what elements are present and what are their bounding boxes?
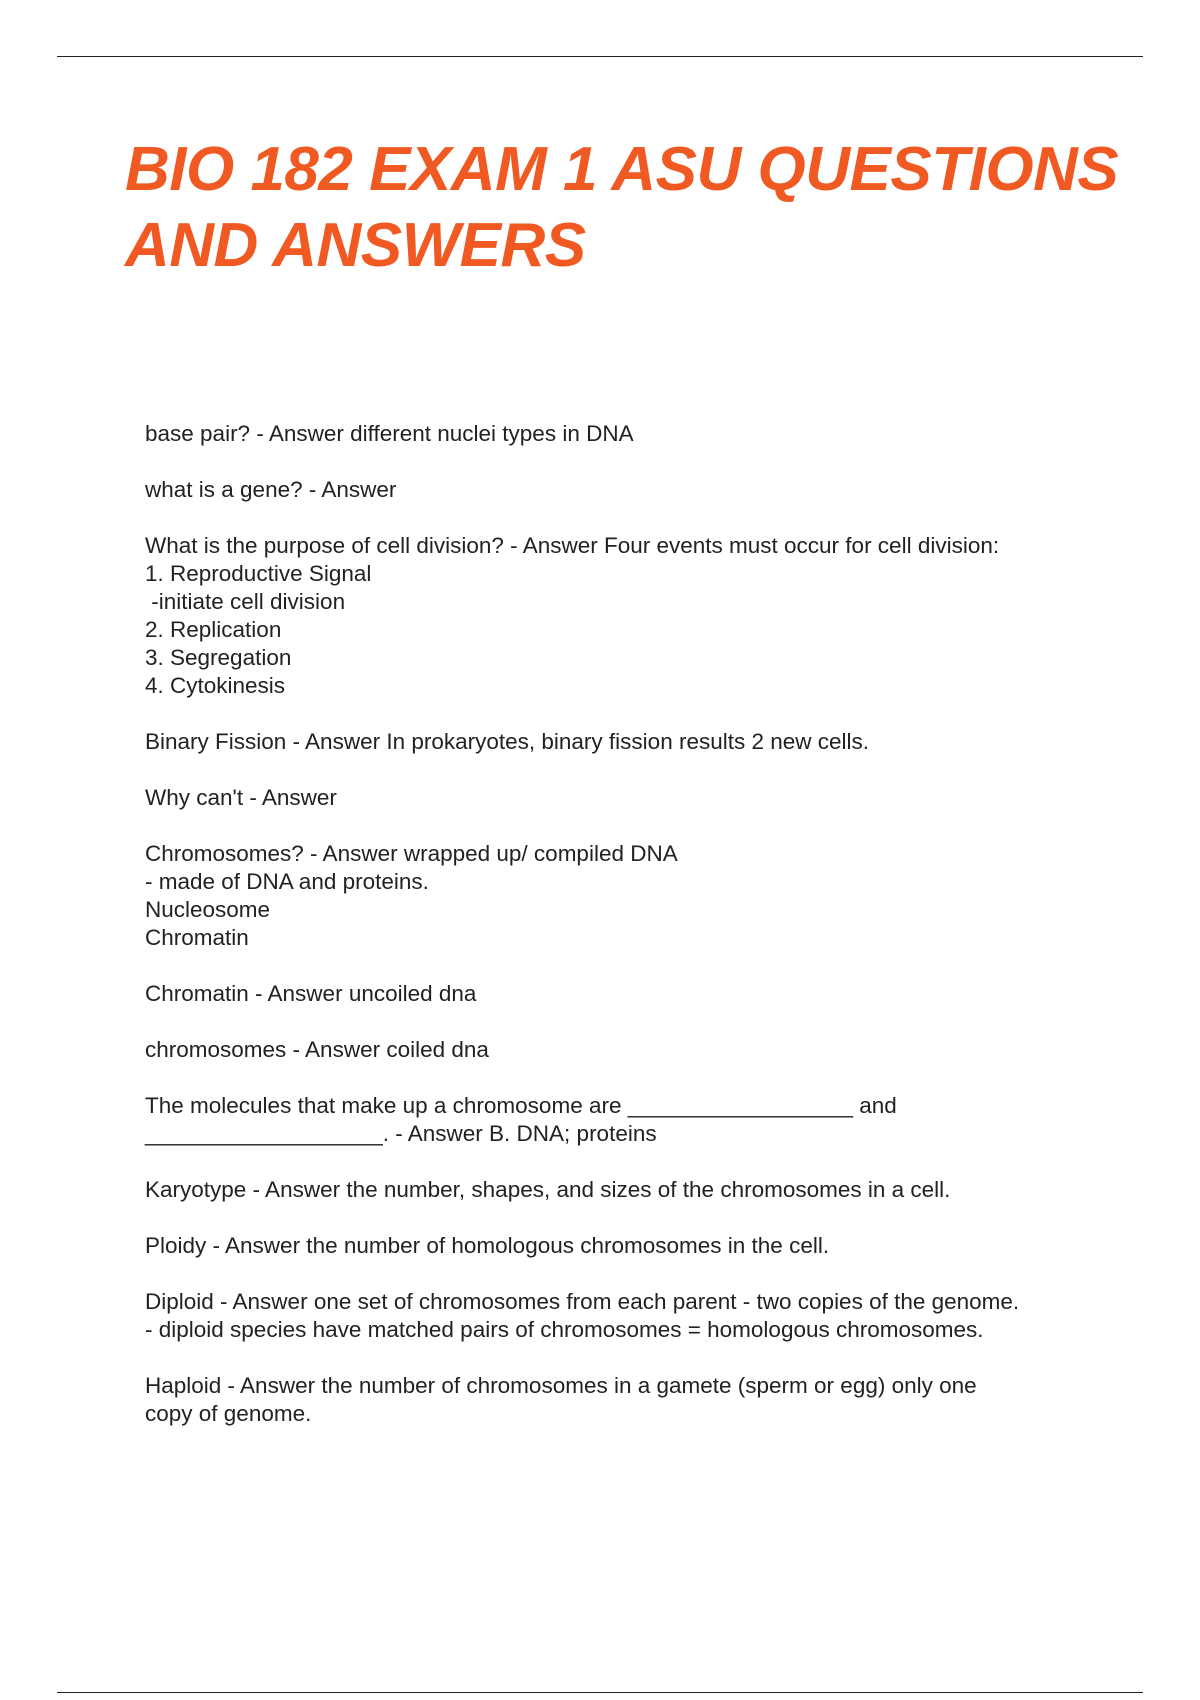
qa-line: Diploid - Answer one set of chromosomes from each parent - two copies of the genome. <box>145 1289 1020 1314</box>
qa-entry <box>145 1372 1105 1428</box>
qa-entry <box>145 980 1105 1008</box>
qa-entry <box>145 1232 1105 1260</box>
qa-line: 1. Reproductive Signal <box>145 561 372 586</box>
qa-line: What is the purpose of cell division? - Answer Four events must occur for cell division: <box>145 533 1000 558</box>
qa-line: ___________________. - Answer B. DNA; proteins <box>145 1121 657 1146</box>
qa-line: - diploid species have matched pairs of chromosomes = homologous chromosomes. <box>145 1317 984 1342</box>
header-rule <box>57 56 1143 57</box>
qa-line: Haploid - Answer the number of chromosomes in a gamete (sperm or egg) only one <box>145 1373 977 1398</box>
qa-entry <box>145 1092 1105 1148</box>
qa-line: chromosomes - Answer coiled dna <box>145 1037 489 1062</box>
qa-line: 2. Replication <box>145 617 282 642</box>
document-title-line-2: AND ANSWERS <box>125 211 586 280</box>
footer-rule <box>57 1692 1143 1693</box>
qa-entry <box>145 1288 1105 1344</box>
qa-line: -initiate cell division <box>145 589 346 614</box>
document-title <box>125 132 1185 284</box>
qa-entry <box>145 784 1105 812</box>
qa-list <box>145 420 1105 1456</box>
qa-line: - made of DNA and proteins. <box>145 869 429 894</box>
qa-line: Chromatin - Answer uncoiled dna <box>145 981 477 1006</box>
qa-line: The molecules that make up a chromosome are __________________ and <box>145 1093 897 1118</box>
qa-entry <box>145 840 1105 952</box>
qa-entry <box>145 728 1105 756</box>
qa-line: base pair? - Answer different nuclei types in DNA <box>145 421 634 446</box>
qa-line: Chromatin <box>145 925 249 950</box>
qa-line: 3. Segregation <box>145 645 292 670</box>
qa-line: Chromosomes? - Answer wrapped up/ compiled DNA <box>145 841 678 866</box>
qa-line: Karyotype - Answer the number, shapes, and sizes of the chromosomes in a cell. <box>145 1177 951 1202</box>
qa-entry <box>145 532 1105 700</box>
qa-line: Nucleosome <box>145 897 271 922</box>
qa-entry <box>145 476 1105 504</box>
qa-entry <box>145 1176 1105 1204</box>
qa-line: copy of genome. <box>145 1401 312 1426</box>
qa-line: 4. Cytokinesis <box>145 673 286 698</box>
document-title-line-1: BIO 182 EXAM 1 ASU QUESTIONS <box>125 135 1119 204</box>
qa-entry <box>145 420 1105 448</box>
qa-line: Binary Fission - Answer In prokaryotes, binary fission results 2 new cells. <box>145 729 870 754</box>
qa-line: what is a gene? - Answer <box>145 477 397 502</box>
qa-line: Why can't - Answer <box>145 785 337 810</box>
qa-entry <box>145 1036 1105 1064</box>
qa-line: Ploidy - Answer the number of homologous chromosomes in the cell. <box>145 1233 830 1258</box>
